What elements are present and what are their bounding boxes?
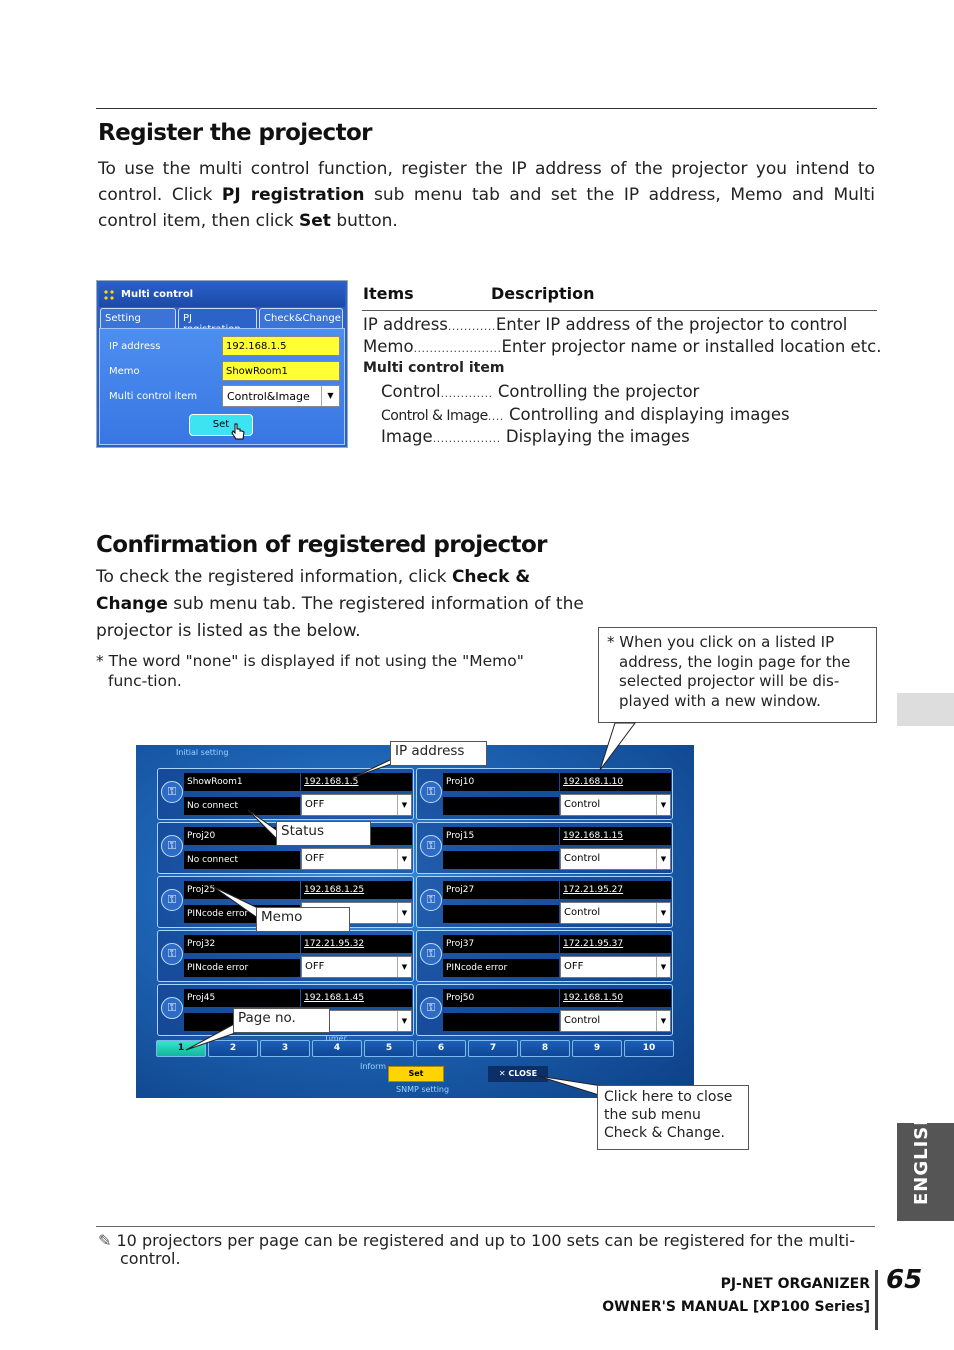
chevron-down-icon: ▼ <box>656 1011 670 1031</box>
page-button-1[interactable]: 1 <box>156 1040 206 1057</box>
card-ip-link[interactable]: 192.168.1.15 <box>560 827 671 845</box>
card-status: No connect <box>184 797 300 815</box>
click-ip-note: * When you click on a listed IP address, the login page for the selected projector will be dis-played with a new window. <box>598 627 877 723</box>
ip-field[interactable]: 192.168.1.5 <box>222 336 340 356</box>
chevron-down-icon: ▼ <box>397 795 411 815</box>
card-name: Proj20 <box>184 827 300 845</box>
footer-product: PJ-NET ORGANIZER <box>720 1276 870 1292</box>
footnote-rule <box>96 1226 875 1227</box>
timer-label[interactable]: Timer <box>324 1034 347 1043</box>
lock-icon[interactable]: ⚿ <box>161 835 183 857</box>
row-desc: Enter IP address of the projector to control <box>495 315 848 334</box>
confirm-text-2: sub menu tab. The registered information of the projector is listed as the below. <box>96 594 584 641</box>
card-control-value: OFF <box>564 961 584 972</box>
tab-pj-registration[interactable]: PJ <box>178 308 257 328</box>
chevron-down-icon: ▼ <box>397 957 411 977</box>
page-number: 65 <box>886 1265 923 1295</box>
lock-icon[interactable]: ⚿ <box>161 889 183 911</box>
item-label: Multi control item <box>109 391 198 402</box>
lock-icon[interactable]: ⚿ <box>420 781 442 803</box>
item-select-value: Control&Image <box>227 390 310 403</box>
footer-manual: OWNER'S MANUAL [XP100 Series] <box>602 1299 870 1315</box>
row-desc: Enter projector name or installed location etc. <box>501 337 882 356</box>
memo-note: * The word "none" is displayed if not using the "Memo" func-tion. <box>96 652 524 690</box>
footnote-text: 10 projectors per page can be registered and up to 100 sets can be registered for the multi-control. <box>116 1231 855 1268</box>
row-leader: ...................... <box>413 342 502 355</box>
card-name: Proj10 <box>443 773 559 791</box>
card-name: Proj32 <box>184 935 300 953</box>
language-label: ENGLISH <box>911 1109 932 1205</box>
card-control-value: OFF <box>305 961 325 972</box>
chevron-down-icon: ▼ <box>397 1011 411 1031</box>
row-leader: ................. <box>432 432 501 445</box>
set-button[interactable]: Set <box>189 414 253 436</box>
page-button-3[interactable]: 3 <box>260 1040 310 1057</box>
row-leader: .... <box>487 410 504 423</box>
page-button-2[interactable]: 2 <box>208 1040 258 1057</box>
register-text-3: button. <box>330 211 398 231</box>
callout-page-no: Page no. <box>233 1008 330 1033</box>
card-control-value: Control <box>564 799 601 810</box>
language-tab <box>897 1109 954 1221</box>
footer-divider <box>875 1270 878 1330</box>
page-button-9[interactable]: 9 <box>572 1040 622 1057</box>
register-bold-1: PJ registration <box>221 185 365 205</box>
row-desc: Controlling and displaying images <box>509 405 790 424</box>
callout-status: Status <box>276 821 371 846</box>
row-leader: ............. <box>440 387 493 400</box>
row-desc: Controlling the projector <box>497 382 700 401</box>
row-desc: Displaying the images <box>505 427 690 446</box>
chevron-down-icon: ▼ <box>656 849 670 869</box>
chevron-down-icon: ▼ <box>321 386 339 406</box>
row-item: Memo <box>363 337 414 356</box>
card-name: Proj25 <box>184 881 300 899</box>
lock-icon[interactable]: ⚿ <box>420 997 442 1019</box>
card-status: PINcode error <box>184 959 300 977</box>
callout-ip-address: IP address <box>390 741 487 766</box>
footnote <box>98 1232 858 1268</box>
row-leader: ............ <box>447 320 496 333</box>
card-name: Proj37 <box>443 935 559 953</box>
card-status: PINcode error <box>184 905 300 923</box>
set-button[interactable]: Set <box>388 1066 444 1082</box>
card-status: No connect <box>184 851 300 869</box>
callout-memo: Memo <box>256 907 350 932</box>
page-button-8[interactable]: 8 <box>520 1040 570 1057</box>
page-button-10[interactable]: 10 <box>624 1040 674 1057</box>
card-control-value: Control <box>564 1015 601 1026</box>
row-item: IP address <box>363 315 448 334</box>
register-heading: Register the projector <box>98 120 372 146</box>
card-name: ShowRoom1 <box>184 773 300 791</box>
confirm-text-1: To check the registered information, click <box>96 567 452 587</box>
lock-icon[interactable]: ⚿ <box>420 889 442 911</box>
chevron-down-icon: ▼ <box>656 903 670 923</box>
chevron-down-icon: ▼ <box>656 795 670 815</box>
tab-setting[interactable]: Setting <box>100 308 176 328</box>
lock-icon[interactable]: ⚿ <box>420 943 442 965</box>
card-name: Proj27 <box>443 881 559 899</box>
card-control-value: OFF <box>305 799 325 810</box>
chevron-down-icon: ▼ <box>397 903 411 923</box>
lock-icon[interactable]: ⚿ <box>161 781 183 803</box>
chevron-down-icon: ▼ <box>656 957 670 977</box>
memo-label: Memo <box>109 366 140 377</box>
page-button-5[interactable]: 5 <box>364 1040 414 1057</box>
pencil-icon: ✎ <box>98 1231 117 1250</box>
page-button-7[interactable]: 7 <box>468 1040 518 1057</box>
callout-close: Click here to close the sub menu Check & Change. <box>597 1085 749 1150</box>
card-ip-link[interactable]: 192.168.1.10 <box>560 773 671 791</box>
card-ip-link[interactable]: 192.168.1.25 <box>301 881 412 899</box>
confirm-heading: Confirmation of registered projector <box>96 532 547 558</box>
table-subheading: Multi control item <box>363 360 505 376</box>
card-ip-link[interactable]: 192.168.1.45 <box>301 989 412 1007</box>
row-item: Control <box>381 382 441 401</box>
card-ip-link[interactable]: 172.21.95.37 <box>560 935 671 953</box>
col-description: Description <box>491 284 595 303</box>
card-status: PINcode error <box>443 959 559 977</box>
close-button[interactable]: ✕ CLOSE <box>488 1066 548 1082</box>
inform-label[interactable]: Inform <box>360 1062 387 1071</box>
lock-icon[interactable]: ⚿ <box>161 997 183 1019</box>
card-ip-link[interactable]: 172.21.95.27 <box>560 881 671 899</box>
screenshot-topbar: Initial setting <box>176 748 229 757</box>
memo-field[interactable]: ShowRoom1 <box>222 361 340 381</box>
card-name: Proj15 <box>443 827 559 845</box>
card-ip-link[interactable]: 192.168.1.50 <box>560 989 671 1007</box>
page-button-6[interactable]: 6 <box>416 1040 466 1057</box>
col-items: Items <box>363 284 414 303</box>
tab-check-change[interactable]: Check&Change <box>259 308 343 328</box>
side-tab-marker <box>897 693 954 726</box>
register-text-1: To use the multi control function, register the IP address of the projector you intend to control. Click <box>98 159 875 205</box>
lock-icon[interactable]: ⚿ <box>420 835 442 857</box>
register-text-2: sub menu tab and set the IP address, Memo and Multi control item, then click <box>98 185 875 231</box>
row-item: Image <box>381 427 433 446</box>
row-item: Control & Image <box>381 408 488 424</box>
page-button-4[interactable]: 4 <box>312 1040 362 1057</box>
register-bold-2: Set <box>299 211 331 231</box>
card-control-value: OFF <box>305 853 325 864</box>
confirm-bold: Check & Change <box>96 567 531 614</box>
card-name: Proj45 <box>184 989 300 1007</box>
chevron-down-icon: ▼ <box>397 849 411 869</box>
card-name: Proj50 <box>443 989 559 1007</box>
screenshot-title: Multi control <box>121 289 194 300</box>
card-ip-link[interactable]: 172.21.95.32 <box>301 935 412 953</box>
card-control-value: Control <box>564 907 601 918</box>
snmp-setting-label[interactable]: SNMP setting <box>396 1085 450 1094</box>
ip-label: IP address <box>109 341 161 352</box>
lock-icon[interactable]: ⚿ <box>161 943 183 965</box>
card-ip-link[interactable]: 192.168.1.5 <box>301 773 412 791</box>
card-control-value: Control <box>564 853 601 864</box>
